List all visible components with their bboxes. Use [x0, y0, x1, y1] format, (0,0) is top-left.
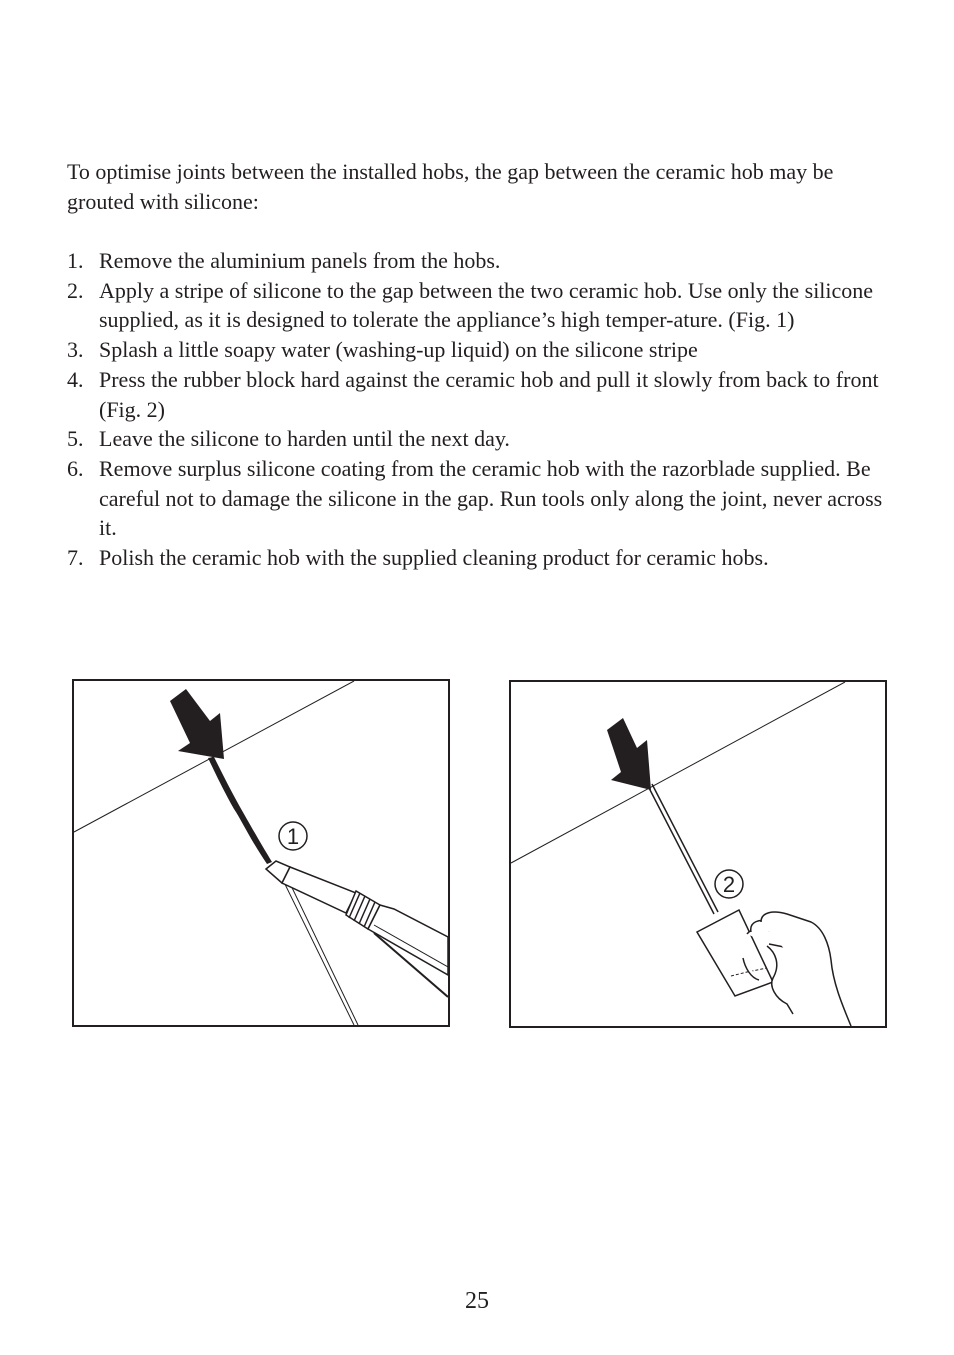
step-text: Polish the ceramic hob with the supplied cleaning product for ceramic hobs.: [99, 545, 769, 571]
tube-body: [368, 905, 448, 975]
step-number: 5.: [67, 426, 84, 452]
arrow-down-right-icon: [607, 718, 651, 790]
figure-1-silicone-application: [72, 679, 450, 1027]
step-number: 6.: [67, 455, 84, 481]
rubber-block-illustration: [511, 682, 885, 1026]
silicone-gap-line: [648, 786, 714, 914]
step-text: Press the rubber block hard against the ceramic hob and pull it slowly from back to front (Fig. 2): [99, 366, 879, 422]
arrow-down-right-icon: [170, 689, 224, 759]
silicone-bead: [208, 757, 272, 864]
step-number: 2.: [67, 277, 84, 303]
step-number: 7.: [67, 545, 84, 571]
intro-paragraph: To optimise joints between the installed hobs, the gap between the ceramic hob may be grouted with silicone:: [67, 159, 834, 214]
instruction-steps: [67, 246, 897, 573]
figure-2-label: 2: [722, 872, 736, 897]
step-number: 3.: [67, 337, 84, 363]
list-item: [67, 543, 897, 573]
silicone-tube-illustration: [74, 681, 448, 1025]
list-item: [67, 335, 897, 365]
step-number: 4.: [67, 366, 84, 392]
list-item: [67, 246, 897, 276]
list-item: [67, 454, 897, 543]
step-text: Apply a stripe of silicone to the gap between the two ceramic hob. Use only the silicone supplied, as it is designed to tolerate the appliance’s high temper-ature. (Fig. 1): [99, 277, 874, 333]
step-text: Splash a little soapy water (washing-up liquid) on the silicone stripe: [99, 337, 698, 363]
step-text: Leave the silicone to harden until the next day.: [99, 426, 510, 452]
list-item: [67, 424, 897, 454]
figure-2-rubber-block: [509, 680, 887, 1028]
figure-1-label: 1: [286, 824, 300, 849]
silicone-gap-line: [652, 784, 718, 912]
list-item: [67, 276, 897, 335]
list-item: [67, 365, 897, 424]
page-number: 25: [465, 1288, 489, 1314]
step-number: 1.: [67, 248, 84, 273]
step-text: Remove surplus silicone coating from the ceramic hob with the razorblade supplied. Be careful not to damage the silicone in the gap. Run tools only along the joint, never across it.: [99, 455, 883, 541]
step-text: Remove the aluminium panels from the hobs.: [99, 248, 501, 273]
